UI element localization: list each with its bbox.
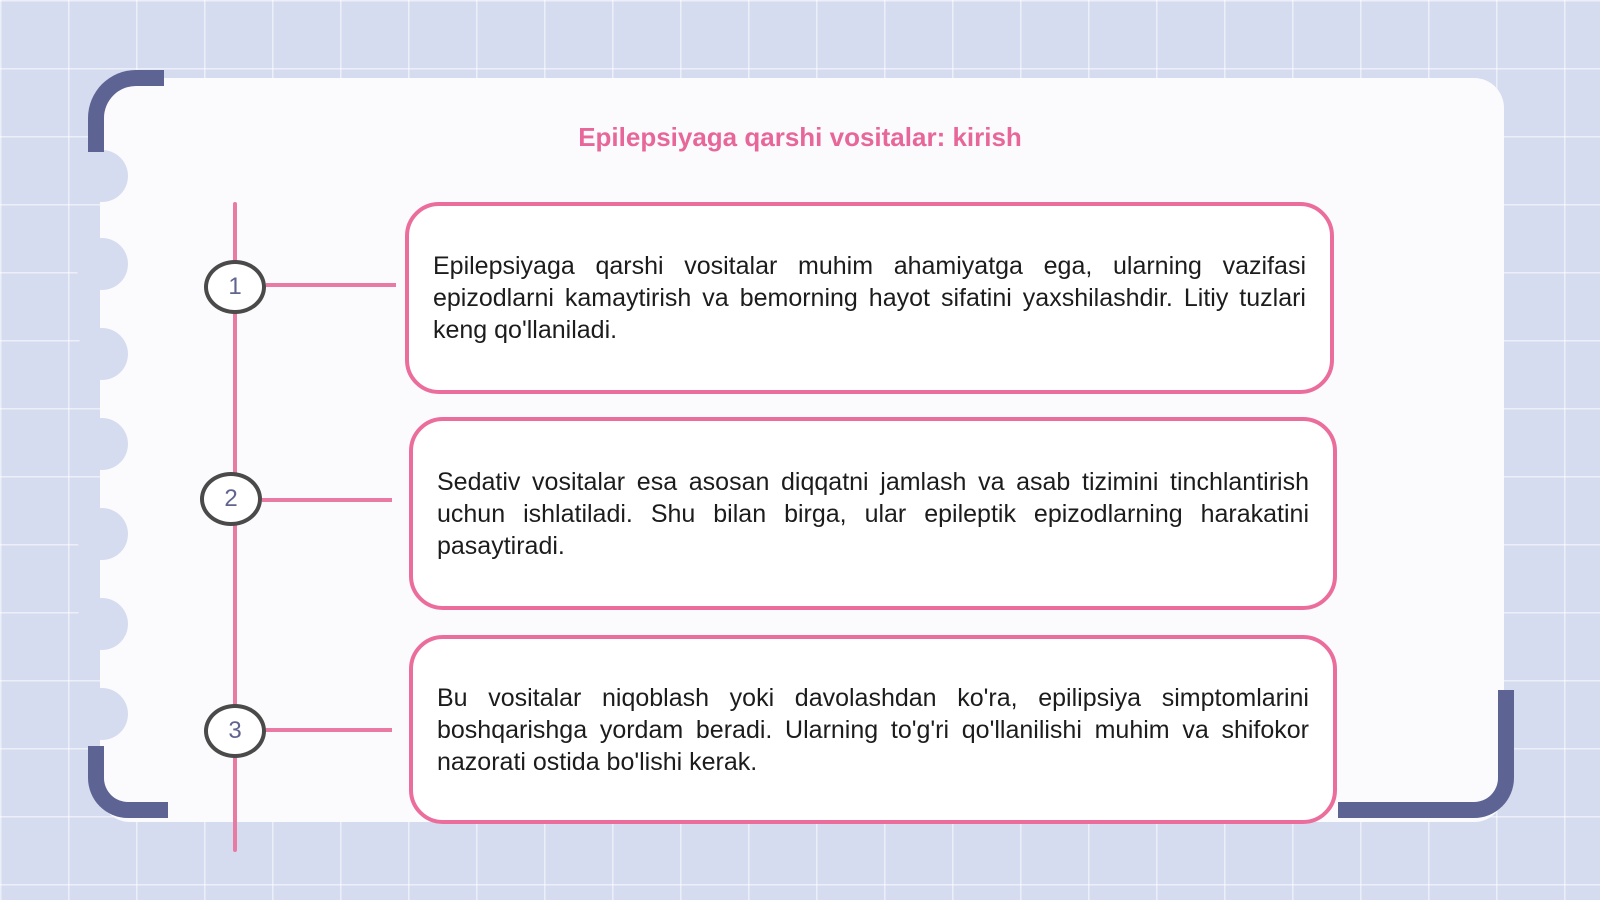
corner-bracket-bottom-left xyxy=(88,746,168,818)
paper-notch xyxy=(76,238,128,290)
step-number-1: 1 xyxy=(204,260,266,314)
paper-notch xyxy=(76,688,128,740)
step-connector xyxy=(262,498,392,502)
step-text-1: Epilepsiyaga qarshi vositalar muhim ahamiyatga ega, ularning vazifasi epizodlarni kamaytirish va bemorning hayot sifatini yaxshilashdir. Litiy tuzlari keng qo'llaniladi. xyxy=(433,252,1306,344)
step-connector xyxy=(266,728,392,732)
paper-notch xyxy=(76,418,128,470)
step-number-2: 2 xyxy=(200,472,262,526)
paper-notch xyxy=(76,150,128,202)
corner-bracket-bottom-right xyxy=(1338,690,1514,818)
paper-notch xyxy=(76,508,128,560)
step-number-3: 3 xyxy=(204,704,266,758)
step-card-2 xyxy=(409,417,1337,610)
step-text-3: Bu vositalar niqoblash yoki davolashdan ko'ra, epilipsiya simptomlarini boshqarishga yordam beradi. Ularning to'g'ri qo'llanilishi muhim va shifokor nazorati ostida bo'lishi kerak. xyxy=(437,683,1309,776)
step-card-3 xyxy=(409,635,1337,824)
slide-title: Epilepsiyaga qarshi vositalar: kirish xyxy=(578,122,1022,152)
step-card-1 xyxy=(405,202,1334,394)
paper-notch xyxy=(76,328,128,380)
step-connector xyxy=(266,283,396,287)
paper-notch xyxy=(76,598,128,650)
step-text-2: Sedativ vositalar esa asosan diqqatni jamlash va asab tizimini tinchlantirish uchun ishlatiladi. Shu bilan birga, ular epileptik epizodlarning harakatini pasaytiradi. xyxy=(437,467,1309,560)
